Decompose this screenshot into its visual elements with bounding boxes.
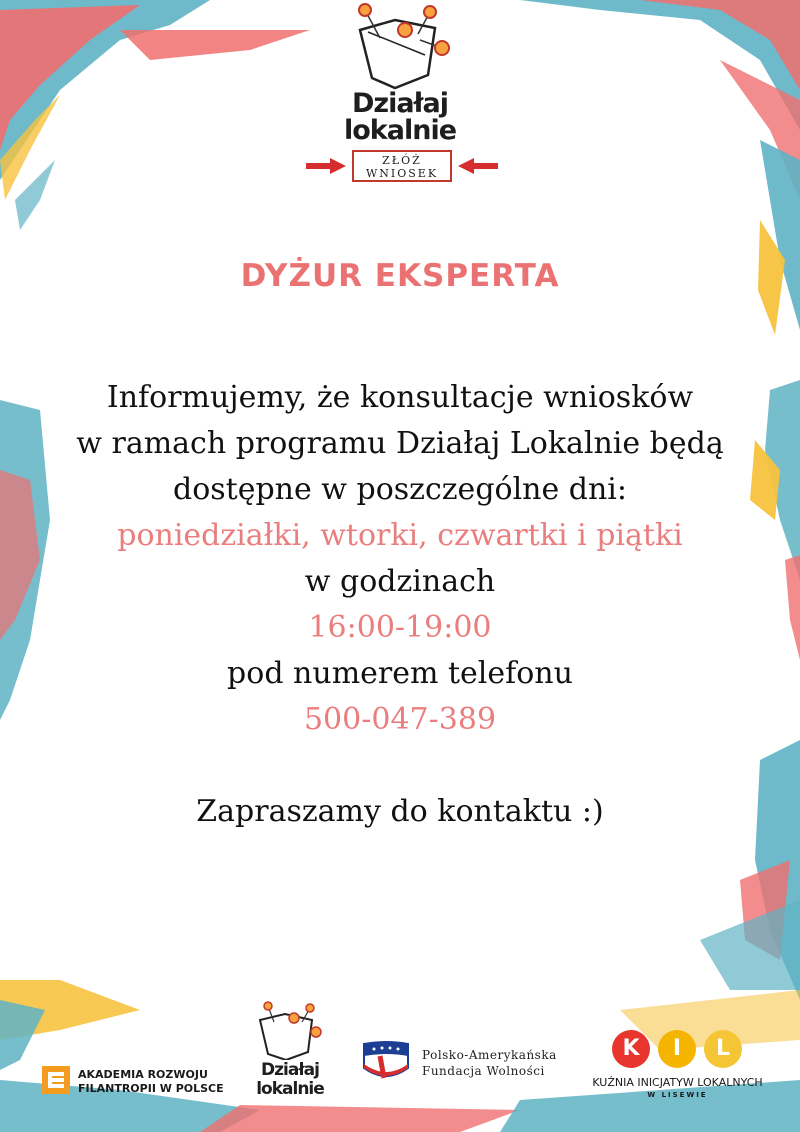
arrow-left-icon xyxy=(458,158,498,174)
arrow-right-icon xyxy=(306,158,346,174)
kil-line2: W LISEWIE xyxy=(647,1091,708,1099)
phone-label: pod numerem telefonu xyxy=(227,656,573,691)
days-text: poniedziałki, wtorki, czwartki i piątki xyxy=(117,518,683,553)
dzialaj-lokalnie-small-logo xyxy=(250,1000,340,1110)
logo-line2: lokalnie xyxy=(343,115,457,146)
kil-letter-l: L xyxy=(704,1030,742,1068)
closing-text: Zapraszamy do kontaktu :) xyxy=(196,794,604,829)
badge-line2: WNIOSEK xyxy=(365,167,439,180)
info-line-2: w ramach programu Działaj Lokalnie będą xyxy=(76,426,724,461)
badge-line1: ZŁÓŻ xyxy=(382,154,422,167)
akademia-rozwoju-logo xyxy=(42,1062,252,1102)
akademia-line1: AKADEMIA ROZWOJU xyxy=(78,1068,208,1081)
pafw-logo xyxy=(360,1040,580,1085)
dzialaj-lokalnie-logo xyxy=(300,0,500,195)
kil-letter-k: K xyxy=(612,1030,650,1068)
hours-value: 16:00-19:00 xyxy=(308,610,492,645)
kil-logo xyxy=(590,1022,770,1102)
dl-small-line2: lokalnie xyxy=(256,1079,324,1099)
hours-label: w godzinach xyxy=(304,564,496,599)
pafw-line2: Fundacja Wolności xyxy=(422,1064,545,1078)
submit-application-badge xyxy=(352,150,452,182)
logo-line1: Działaj xyxy=(351,88,449,119)
kil-letter-i: I xyxy=(658,1030,696,1068)
flowers-in-pot-small-icon xyxy=(250,1000,330,1060)
pafw-line1: Polsko-Amerykańska xyxy=(422,1048,557,1062)
kil-line1: KUŹNIA INICJATYW LOKALNYCH xyxy=(592,1076,763,1089)
akademia-mark-icon xyxy=(42,1066,70,1094)
phone-number: 500-047-389 xyxy=(303,702,497,737)
dl-small-line1: Działaj xyxy=(261,1060,319,1080)
page-title: DYŻUR EKSPERTA xyxy=(240,258,560,294)
flowers-in-pot-icon xyxy=(300,0,500,90)
info-line-1: Informujemy, że konsultacje wniosków xyxy=(106,380,694,415)
pafw-flag-icon xyxy=(360,1040,412,1082)
info-line-3: dostępne w poszczególne dni: xyxy=(172,472,628,507)
akademia-line2: FILANTROPII W POLSCE xyxy=(78,1082,224,1095)
